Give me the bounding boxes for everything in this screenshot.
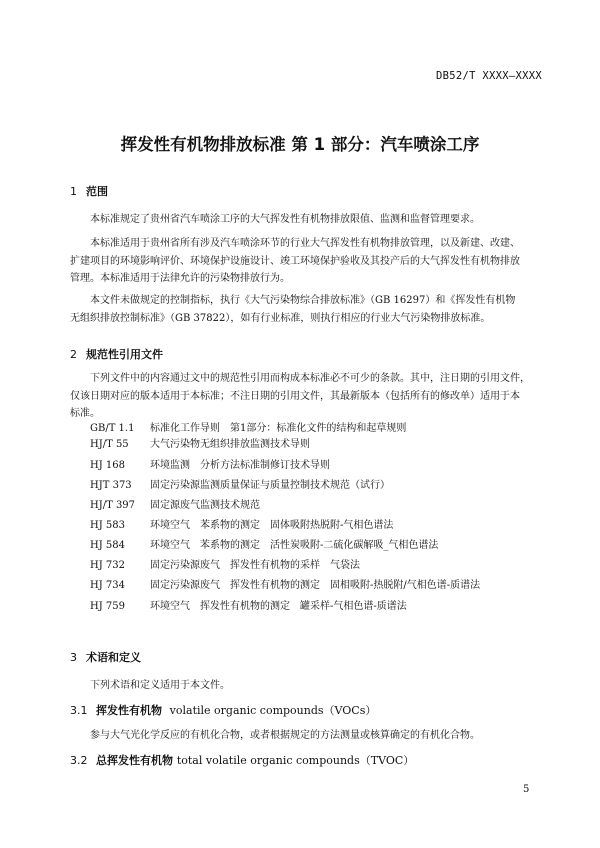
term-english: total volatile organic compounds（TVOC） [176, 754, 415, 767]
reference-title: 环境空气 苯系物的测定 固体吸附热脱附-气相色谱法 [150, 520, 394, 531]
page-number: 5 [523, 784, 530, 795]
section-1-paragraph-1 [70, 211, 545, 229]
reference-code: GB/T 1.1 [90, 423, 135, 434]
reference-title: 环境空气 挥发性有机物的测定 罐采样-气相色谱-质谱法 [150, 601, 407, 612]
reference-item [90, 597, 407, 612]
text-line: 参与大气光化学反应的有机化合物，或者根据规定的方法测量或核算确定的有机化合物。 [90, 730, 480, 741]
term-name: 总挥发性有机物 [96, 754, 173, 767]
section-title: 术语和定义 [86, 651, 141, 664]
section-title: 范围 [86, 185, 108, 198]
section-3-intro [70, 677, 545, 695]
reference-code: HJ/T 397 [90, 500, 136, 511]
text-line: 无组织排放控制标准》（GB 37822），如有行业标准，则执行相应的行业大气污染物排放标准。 [70, 312, 491, 324]
reference-title: 环境空气 苯系物的测定 活性炭吸附-二硫化碳解吸_气相色谱法 [150, 540, 439, 551]
term-name: 挥发性有机物 [96, 704, 162, 717]
reference-title: 固定污染源废气 挥发性有机物的测定 固相吸附-热脱附/气相色谱-质谱法 [150, 580, 481, 591]
text-line: 标准。 [70, 408, 100, 419]
reference-item [90, 419, 406, 434]
reference-code: HJT 373 [90, 480, 132, 491]
reference-item [90, 435, 310, 450]
reference-title: 固定污染源监测质量保证与质量控制技术规范（试行） [150, 480, 390, 491]
term-number: 3.2 [70, 754, 88, 767]
term-3-1-heading [70, 702, 376, 718]
text-line: 下列文件中的内容通过文中的规范性引用而构成本标准必不可少的条款。其中，注日期的引用文件， [90, 373, 530, 384]
reference-title: 标准化工作导则 第1部分：标准化文件的结构和起草规则 [150, 423, 407, 434]
reference-item [90, 456, 330, 471]
reference-title: 大气污染物无组织排放监测技术导则 [150, 439, 310, 450]
reference-code: HJ 583 [90, 520, 125, 531]
reference-code: HJ 168 [90, 460, 125, 471]
text-line: 扩建项目的环境影响评价、环境保护设施设计、竣工环境保护验收及其投产后的大气挥发性有机物排放 [70, 255, 520, 267]
section-title: 规范性引用文件 [86, 348, 163, 361]
text-line: 管理。本标准适用于法律允许的污染物排放行为。 [70, 273, 290, 284]
reference-title: 固定源废气监测技术规范 [150, 500, 260, 511]
reference-code: HJ 734 [90, 580, 125, 591]
document-title: 挥发性有机物排放标准 第 1 部分：汽车喷涂工序 [120, 135, 480, 154]
reference-item [90, 536, 438, 551]
section-3-heading [70, 649, 141, 665]
reference-title: 固定污染源废气 挥发性有机物的采样 气袋法 [150, 560, 360, 571]
term-3-2-heading [70, 752, 414, 768]
section-2-heading [70, 346, 163, 362]
text-line: 本文件未做规定的控制指标，执行《大气污染物综合排放标准》（GB 16297）和《挥发性有机物 [90, 295, 516, 306]
section-1-heading [70, 183, 108, 199]
reference-item [90, 576, 480, 591]
section-1-paragraph-3 [70, 292, 545, 327]
section-number: 3 [70, 651, 77, 664]
section-2-intro [70, 370, 545, 423]
reference-code: HJ/T 55 [90, 439, 129, 450]
reference-item [90, 476, 390, 491]
term-number: 3.1 [70, 704, 88, 717]
text-line: 仅该日期对应的版本适用于本标准；不注日期的引用文件，其最新版本（包括所有的修改单）适用于本 [70, 390, 520, 402]
reference-item [90, 556, 360, 571]
reference-title: 环境监测 分析方法标准制修订技术导则 [150, 460, 330, 471]
reference-code: HJ 732 [90, 560, 125, 571]
section-1-paragraph-2 [70, 235, 545, 288]
section-number: 1 [70, 185, 77, 198]
text-line: 本标准规定了贵州省汽车喷涂工序的大气挥发性有机物排放限值、监测和监督管理要求。 [90, 214, 480, 225]
reference-item [90, 496, 260, 511]
reference-code: HJ 584 [90, 540, 125, 551]
term-3-1-definition [70, 727, 545, 745]
reference-code: HJ 759 [90, 601, 125, 612]
reference-item [90, 516, 393, 531]
text-line: 下列术语和定义适用于本文件。 [90, 680, 230, 691]
document-code: DB52/T XXXX—XXXX [436, 70, 542, 82]
section-number: 2 [70, 348, 77, 361]
text-line: 本标准适用于贵州省所有涉及汽车喷涂环节的行业大气挥发性有机物排放管理，以及新建、改建、 [90, 238, 520, 249]
term-english: volatile organic compounds（VOCs） [169, 704, 377, 717]
